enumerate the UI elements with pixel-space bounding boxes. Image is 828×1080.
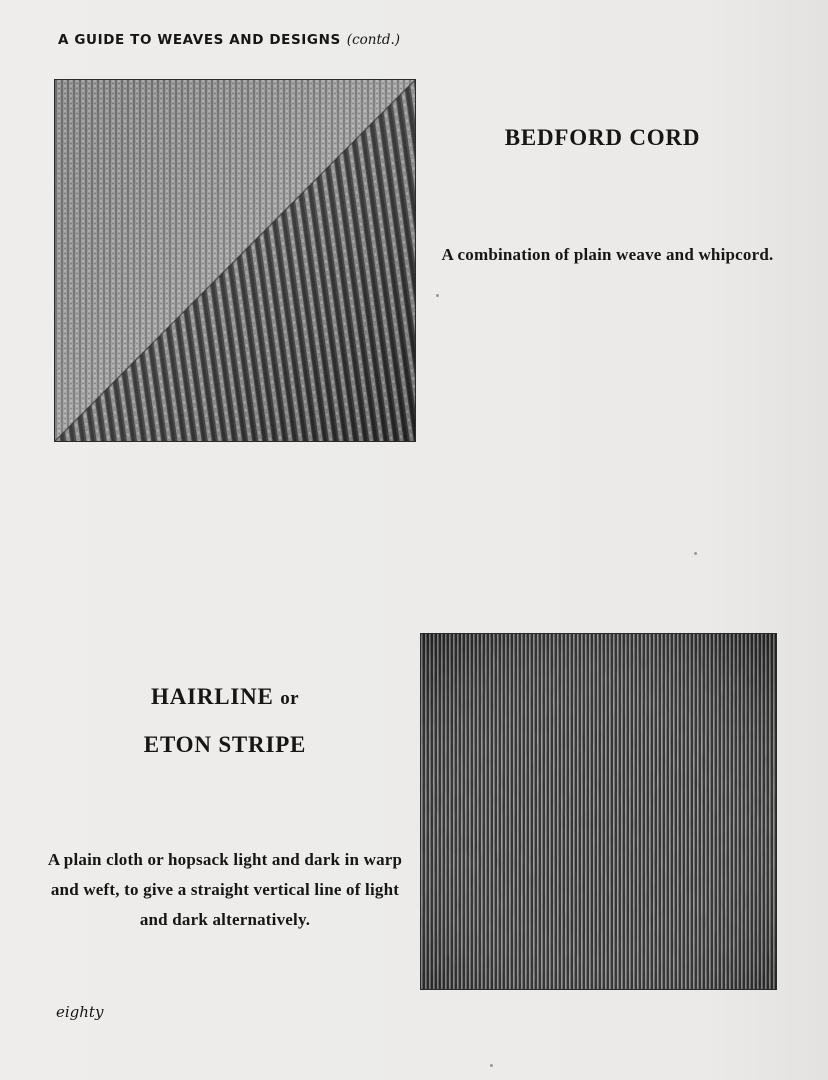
bedford-cord-swatch-image [55, 80, 415, 441]
hairline-title-word: HAIRLINE [151, 684, 274, 709]
running-head [58, 32, 400, 48]
bedford-cord-fabric-swatch-icon [55, 80, 415, 441]
paper-speck [436, 294, 439, 297]
bedford-cord-title: BEDFORD CORD [504, 125, 701, 150]
hairline-stripe-fabric-swatch-icon [421, 634, 776, 989]
hairline-title-connector: or [280, 688, 299, 709]
hairline-stripe-swatch-image [421, 634, 776, 989]
hairline-description: A plain cloth or hopsack light and dark in warp and weft, to give a straight vertical line of light and dark alternatively. [47, 850, 403, 929]
hairline-title-line2: ETON STRIPE [143, 732, 307, 757]
paper-speck [694, 552, 697, 555]
running-head-title: A GUIDE TO WEAVES AND DESIGNS [58, 32, 341, 48]
paper-speck [490, 1064, 493, 1067]
running-head-continued: (contd.) [346, 32, 401, 48]
hairline-title-line1 [60, 684, 390, 710]
bedford-cord-description: A combination of plain weave and whipcord. [441, 245, 774, 264]
page-number: eighty [56, 1003, 104, 1021]
